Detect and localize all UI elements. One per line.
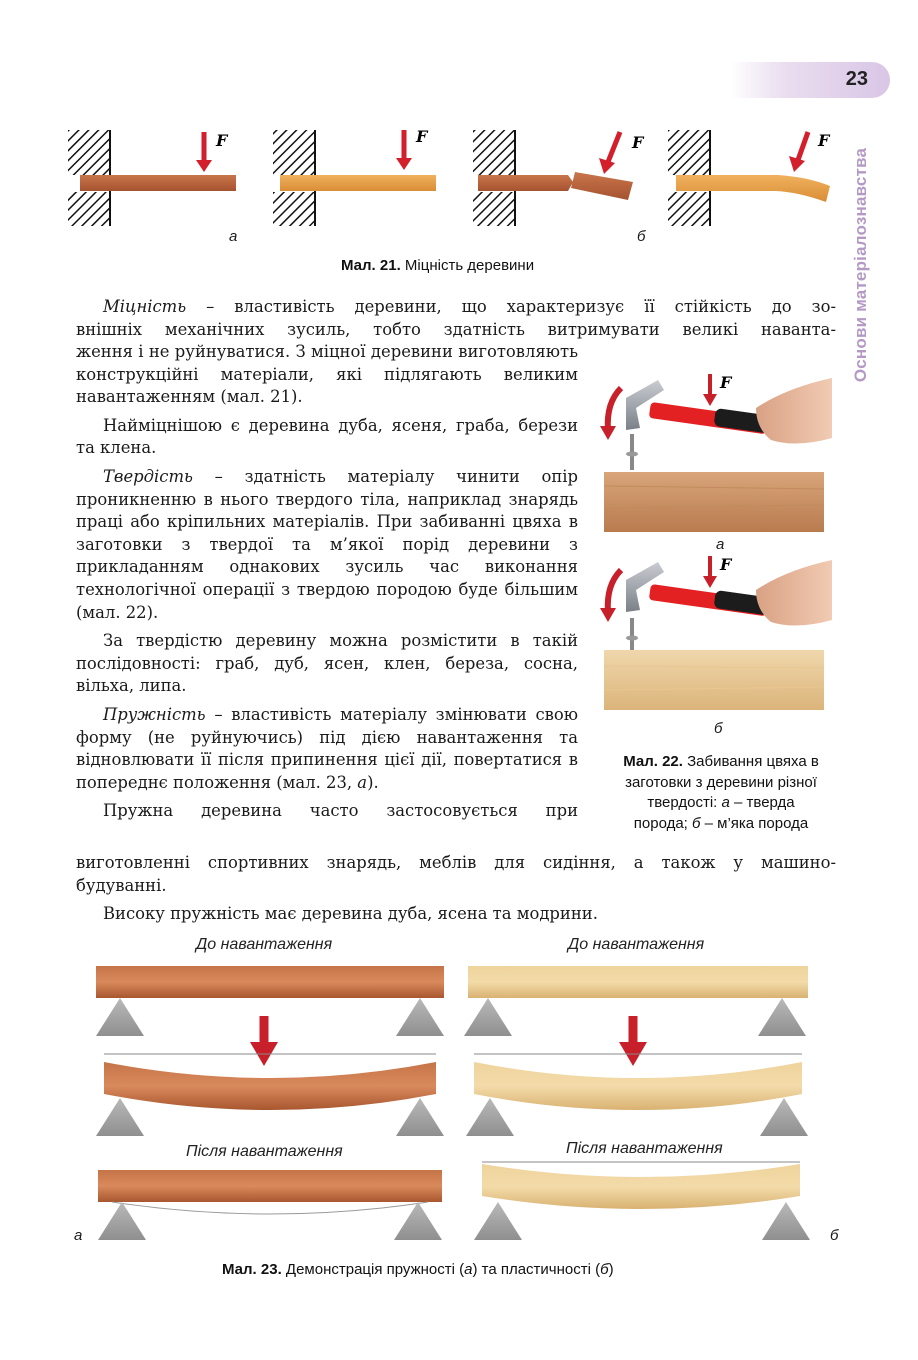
- paragraph-elasticity-text: – властивість матеріалу змінювати свою форму (не руйнуючись) під дією навантаження та відновлювати її після припинення цієї дії, повертатися в попереднє положення (мал. 23,: [76, 704, 578, 792]
- figure-21-illustration: [68, 120, 648, 230]
- fig21-panel-2: [273, 127, 436, 226]
- text-column-left: [76, 341, 578, 823]
- paragraph-hardest-woods: Найміцнішою є деревина дуба, ясеня, граба, берези та клена.: [76, 415, 578, 458]
- fig23-letter-b: б: [830, 1227, 839, 1244]
- figure-22-caption-line3-a: а: [721, 794, 730, 811]
- fig23-left-loaded: [96, 1016, 444, 1136]
- fig23-after-right-label: Після навантаження: [566, 1140, 723, 1157]
- fig21-force-label-4: F: [818, 131, 830, 150]
- fig23-letter-a: а: [74, 1227, 83, 1244]
- fig23-left-after: [98, 1170, 442, 1240]
- paragraph-elasticity-ref: а: [357, 772, 368, 792]
- fig23-before-left-label: До навантаження: [196, 936, 333, 953]
- paragraph-elastic-uses: [76, 852, 836, 926]
- fig23-right-after: [474, 1162, 810, 1240]
- paragraph-elastic-uses-line3: будуванні.: [76, 875, 167, 895]
- figure-22-caption-number: Мал. 22.: [623, 753, 683, 770]
- figure-23-caption-mid: ) та пластичності (: [472, 1261, 601, 1278]
- paragraph-elastic-uses-line1: Пружна деревина часто застосовується при: [103, 801, 578, 821]
- figure-22-caption: [596, 752, 846, 834]
- paragraph-high-elasticity: Високу пружність має деревина дуба, ясена та модрини.: [103, 904, 598, 924]
- figure-23-illustration: [90, 958, 850, 1248]
- fig21-force-label-2: F: [416, 127, 428, 146]
- figure-22-caption-line4-post: – м’яка порода: [700, 814, 809, 832]
- fig22-panel-a: [600, 373, 832, 532]
- figure-23-caption-number: Мал. 23.: [222, 1261, 282, 1278]
- figure-23-caption-b: б: [600, 1261, 609, 1278]
- figure-21-caption-number: Мал. 21.: [341, 257, 401, 274]
- fig23-right-loaded: [466, 1016, 808, 1136]
- side-section-title-text: Основи матеріалознавства: [851, 147, 870, 383]
- figure-21-caption: [341, 257, 534, 274]
- fig22-letter-a: а: [716, 536, 725, 553]
- paragraph-hardness-text: – здатність матеріалу чинити опір проникненню в нього твердого тіла, наприклад знарядь праці або кріпильних матеріалів. При забиванні цвяха в заготовки з твердої та м’якої порід деревини з прикладанням однакових зусиль час виконання технологічної операції з твердою породою буде більшим (мал. 22).: [76, 466, 578, 622]
- paragraph-strength-rest: ження і не руйнуватися. З міцної деревини виготовляють конструкційні матеріали, які підлягають великим навантаженням (мал. 21).: [76, 342, 578, 407]
- side-section-title: [846, 120, 876, 410]
- figure-21-caption-text: Міцність деревини: [400, 257, 535, 274]
- figure-23-caption: [222, 1261, 614, 1278]
- figure-22-illustration: [596, 368, 832, 738]
- fig21-force-label-1: F: [216, 131, 228, 150]
- fig23-before-right-label: До навантаження: [568, 936, 705, 953]
- paragraph-strength-line1: – властивість деревини, що характеризує її стійкість до зо-: [186, 297, 836, 316]
- paragraph-elasticity: [76, 704, 578, 794]
- fig22-force-label-b: F: [720, 555, 732, 574]
- paragraph-strength-line2: внішніх механічних зусиль, тобто здатність витримувати великі наванта-: [76, 319, 836, 339]
- figure-22-caption-line3-pre: твердості:: [647, 794, 722, 811]
- fig21-force-label-3: F: [632, 133, 644, 152]
- paragraph-hardness: [76, 466, 578, 624]
- fig22-panel-b: [600, 555, 832, 710]
- figure-21-illustration-4: [668, 120, 848, 230]
- term-hardness: Твердість: [103, 466, 193, 486]
- fig23-after-left-label: Після навантаження: [186, 1143, 343, 1160]
- term-elasticity: Пружність: [103, 704, 206, 724]
- figure-22-caption-line4-b: б: [692, 814, 701, 832]
- figure-23-caption-pre: Демонстрація пружності (: [281, 1261, 465, 1278]
- paragraph-hardness-order: За твердістю деревину можна розмістити в такій послідовності: граб, дуб, ясен, клен, береза, сосна, вільха, липа.: [76, 631, 578, 696]
- fig21-letter-a: а: [229, 228, 238, 245]
- page-header: [730, 62, 890, 98]
- paragraph-elasticity-end: ).: [367, 772, 379, 792]
- figure-23-caption-end: ): [608, 1261, 614, 1278]
- figure-22-caption-line3-post: – тверда: [729, 794, 795, 811]
- figure-22-caption-line2: заготовки з деревини різної: [625, 773, 817, 791]
- fig22-force-label-a: F: [720, 373, 732, 392]
- fig22-letter-b: б: [714, 720, 723, 737]
- paragraph-elastic-uses-line2: виготовленні спортивних знарядь, меблів для сидіння, а також у машино-: [76, 853, 836, 872]
- figure-22-caption-line4-pre: порода;: [633, 814, 693, 832]
- fig21-letter-b: б: [637, 228, 646, 245]
- fig23-left-before: [96, 966, 444, 1036]
- page-number: 23: [845, 68, 868, 90]
- fig21-panel-3: [473, 130, 645, 226]
- paragraph-strength-full: [76, 296, 836, 341]
- fig21-panel-1: [68, 130, 236, 226]
- figure-23-caption-a: а: [464, 1261, 473, 1278]
- figure-22-caption-line1: Забивання цвяха в: [682, 753, 819, 770]
- term-strength: Міцність: [103, 297, 187, 316]
